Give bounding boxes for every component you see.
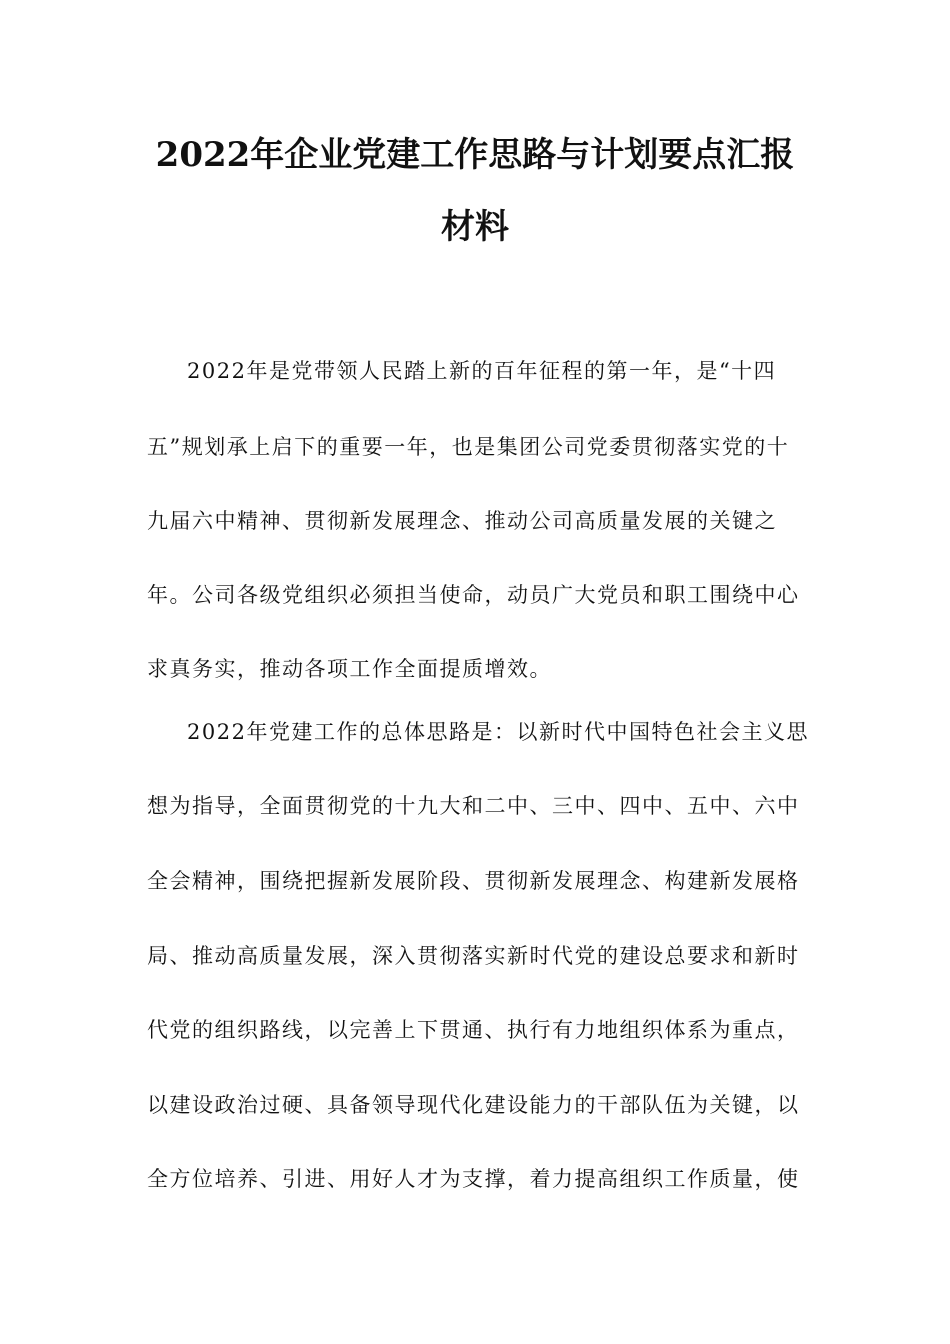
paragraph-line: 全方位培养、引进、用好人才为支撑，着力提高组织工作质量，使 [147, 1167, 800, 1191]
paragraph-line: 全会精神，围绕把握新发展阶段、贯彻新发展理念、构建新发展格 [147, 869, 800, 893]
document-title-line-1: 2022年企业党建工作思路与计划要点汇报 [155, 135, 795, 175]
paragraph-line: 局、推动高质量发展，深入贯彻落实新时代党的建设总要求和新时 [147, 944, 800, 968]
document-title-line-2: 材料 [441, 207, 509, 247]
paragraph-line: 九届六中精神、贯彻新发展理念、推动公司高质量发展的关键之 [147, 509, 777, 533]
paragraph-line: 以建设政治过硬、具备领导现代化建设能力的干部队伍为关键，以 [147, 1093, 800, 1117]
paragraph-line: 代党的组织路线，以完善上下贯通、执行有力地组织体系为重点， [147, 1018, 800, 1042]
paragraph-line: 2022年党建工作的总体思路是：以新时代中国特色社会主义思 [187, 720, 809, 744]
paragraph-line: 求真务实，推动各项工作全面提质增效。 [147, 657, 552, 681]
paragraph-line: 2022年是党带领人民踏上新的百年征程的第一年，是“十四 [187, 359, 777, 383]
paragraph-line: 想为指导，全面贯彻党的十九大和二中、三中、四中、五中、六中 [147, 794, 800, 818]
paragraph-line: 五”规划承上启下的重要一年，也是集团公司党委贯彻落实党的十 [147, 435, 790, 459]
paragraph-line: 年。公司各级党组织必须担当使命，动员广大党员和职工围绕中心 [147, 583, 800, 607]
